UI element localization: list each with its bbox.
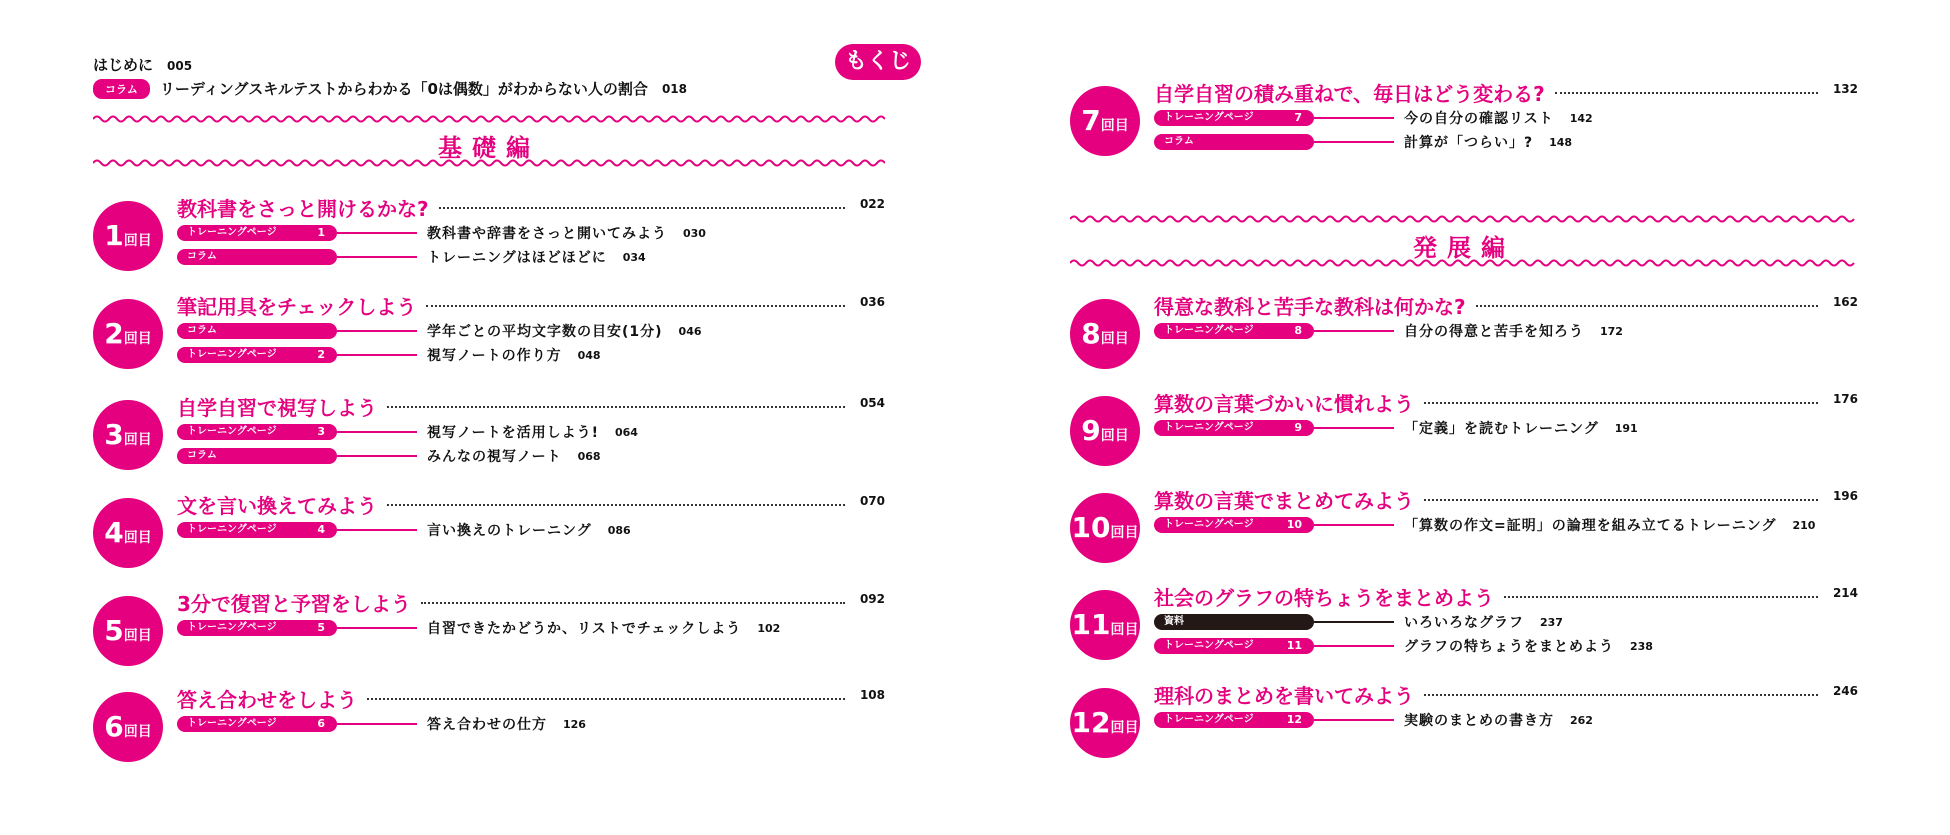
leader-line <box>337 232 417 234</box>
lesson-number: 4 <box>104 516 124 549</box>
tag-label: コラム <box>1164 136 1194 147</box>
sub-entry-title: トレーニングはほどほどに <box>427 250 607 266</box>
leader-line <box>337 354 417 356</box>
sub-entry[interactable] <box>177 714 586 734</box>
sub-entry-page: 046 <box>678 324 702 338</box>
tag-label: コラム <box>187 325 217 336</box>
sub-entry[interactable] <box>1154 132 1572 152</box>
kai-label: 回目 <box>123 628 152 644</box>
sub-entry-title: 今の自分の確認リスト <box>1404 111 1554 127</box>
sub-entry[interactable] <box>1154 321 1623 341</box>
intro-page: 005 <box>167 59 193 73</box>
leader-line <box>1314 330 1394 332</box>
column-title: リーディングスキルテストからわかる「0は偶数」がわからない人の割合 <box>159 80 648 98</box>
lesson-page-number: 246 <box>1832 684 1858 698</box>
lesson-10[interactable] <box>1070 485 1858 565</box>
lesson-8[interactable] <box>1070 291 1858 371</box>
tag-label: トレーニングページ <box>1164 325 1254 336</box>
tag-number: 7 <box>1294 111 1302 124</box>
sub-entry-title: 実験のまとめの書き方 <box>1404 713 1554 729</box>
leader-line <box>337 723 417 725</box>
leader-line <box>337 431 417 433</box>
sub-entry[interactable] <box>1154 108 1593 128</box>
sub-entry-title: 視写ノートの作り方 <box>427 348 562 364</box>
dotted-leader <box>426 305 845 307</box>
lesson-3[interactable] <box>93 392 885 472</box>
lesson-12[interactable] <box>1070 680 1858 760</box>
lesson-number-badge <box>1070 86 1140 156</box>
section-tag <box>177 249 337 265</box>
leader-line <box>337 455 417 457</box>
lesson-number-badge <box>93 201 163 271</box>
lesson-2[interactable] <box>93 291 885 371</box>
lesson-page-number: 070 <box>859 494 885 508</box>
lesson-9[interactable] <box>1070 388 1858 468</box>
leader-line <box>1314 645 1394 647</box>
lesson-number: 10 <box>1071 511 1111 544</box>
tag-number: 1 <box>317 226 325 239</box>
lesson-number: 11 <box>1071 608 1111 641</box>
lesson-number: 9 <box>1081 414 1101 447</box>
lesson-page-number: 092 <box>859 592 885 606</box>
tag-number: 9 <box>1294 421 1302 434</box>
dotted-leader <box>387 406 845 408</box>
dotted-leader <box>1424 402 1818 404</box>
sub-entry-page: 191 <box>1614 421 1638 435</box>
kai-label: 回目 <box>1100 331 1129 347</box>
sub-entry-page: 126 <box>563 717 586 731</box>
sub-entry[interactable] <box>1154 515 1815 535</box>
sub-entry-page: 148 <box>1549 135 1573 149</box>
kai-label: 回目 <box>123 724 152 740</box>
lesson-number-badge <box>93 596 163 666</box>
lesson-number-badge <box>1070 299 1140 369</box>
sub-entry[interactable] <box>177 321 702 341</box>
lesson-title[interactable]: 答え合わせをしよう <box>177 688 357 712</box>
tag-number: 8 <box>1294 324 1302 337</box>
section-tag <box>177 620 337 636</box>
lesson-page-number: 036 <box>859 295 885 309</box>
leader-line <box>337 529 417 531</box>
kai-label: 回目 <box>123 233 152 249</box>
section-tag <box>177 225 337 241</box>
tag-label: トレーニングページ <box>187 426 277 437</box>
kai-label: 回目 <box>123 331 152 347</box>
sub-entry-page: 210 <box>1792 518 1816 532</box>
sub-entry-title: 学年ごとの平均文字数の目安(1分) <box>427 324 663 340</box>
lesson-title[interactable]: 文を言い換えてみよう <box>177 494 377 518</box>
kai-label: 回目 <box>1110 622 1139 638</box>
section-tag <box>177 347 337 363</box>
wave-divider <box>93 114 885 124</box>
kai-label: 回目 <box>1110 525 1139 541</box>
sub-entry[interactable] <box>177 618 780 638</box>
lesson-title[interactable]: 得意な教科と苦手な教科は何かな? <box>1154 295 1466 319</box>
lesson-number: 7 <box>1081 104 1101 137</box>
lesson-page-number: 176 <box>1832 392 1858 406</box>
tag-number: 2 <box>317 348 325 361</box>
dotted-leader <box>1504 596 1818 598</box>
sub-entry-page: 034 <box>622 250 646 264</box>
tag-label: トレーニングページ <box>187 227 277 238</box>
sub-entry-page: 142 <box>1569 111 1593 125</box>
dotted-leader <box>387 504 845 506</box>
lesson-6[interactable] <box>93 684 885 764</box>
lesson-number-badge <box>1070 590 1140 660</box>
lesson-page-number: 054 <box>859 396 885 410</box>
sub-entry-page: 030 <box>683 226 706 240</box>
leader-line <box>1314 141 1394 143</box>
kai-label: 回目 <box>1100 428 1129 444</box>
section-tag <box>1154 517 1314 533</box>
sub-entry[interactable] <box>177 345 601 365</box>
mokuji-badge: もくじ <box>835 44 921 80</box>
lesson-title[interactable]: 算数の言葉づかいに慣れよう <box>1154 392 1414 416</box>
section-tag <box>1154 110 1314 126</box>
reference-tag <box>1154 614 1314 630</box>
lesson-number-badge <box>93 299 163 369</box>
sub-entry-title: 「定義」を読むトレーニング <box>1404 421 1599 437</box>
tag-number: 4 <box>317 523 325 536</box>
section-title-basic: 基礎編 <box>438 134 540 162</box>
sub-entry[interactable] <box>177 520 631 540</box>
lesson-number-badge <box>1070 688 1140 758</box>
sub-entry-title: 教科書や辞書をさっと開いてみよう <box>427 226 667 242</box>
lesson-number-badge <box>1070 493 1140 563</box>
tag-label: トレーニングページ <box>187 622 277 633</box>
sub-entry-page: 068 <box>577 449 601 463</box>
leader-line <box>1314 719 1394 721</box>
section-tag <box>177 424 337 440</box>
section-tag <box>1154 134 1314 150</box>
lesson-number: 6 <box>104 710 124 743</box>
lesson-7[interactable] <box>1070 78 1858 158</box>
lesson-title[interactable]: 自学自習の積み重ねで、毎日はどう変わる? <box>1154 82 1545 106</box>
leader-line <box>337 330 417 332</box>
sub-entry-page: 048 <box>577 348 601 362</box>
leader-line <box>337 256 417 258</box>
dotted-leader <box>1424 499 1818 501</box>
lesson-page-number: 132 <box>1832 82 1858 96</box>
sub-entry-title: 「算数の作文=証明」の論理を組み立てるトレーニング <box>1404 518 1777 534</box>
sub-entry-title: 視写ノートを活用しよう! <box>427 425 599 441</box>
sub-entry-title: みんなの視写ノート <box>427 449 562 465</box>
tag-label: トレーニングページ <box>1164 519 1254 530</box>
lesson-number: 8 <box>1081 317 1101 350</box>
section-tag <box>1154 323 1314 339</box>
lesson-page-number: 108 <box>859 688 885 702</box>
sub-entry[interactable] <box>1154 710 1593 730</box>
sub-entry[interactable] <box>1154 636 1653 656</box>
tag-label: トレーニングページ <box>1164 640 1254 651</box>
sub-entry[interactable] <box>177 223 706 243</box>
top-column-line[interactable] <box>93 78 687 99</box>
sub-entry-page: 172 <box>1600 324 1623 338</box>
tag-label: コラム <box>187 450 217 461</box>
sub-entry[interactable] <box>177 446 601 466</box>
sub-entry-title: 計算が「つらい」? <box>1404 135 1534 151</box>
tag-label: トレーニングページ <box>187 718 277 729</box>
leader-line <box>1314 117 1394 119</box>
leader-line <box>337 627 417 629</box>
lesson-title[interactable]: 理科のまとめを書いてみよう <box>1154 684 1414 708</box>
tag-number: 3 <box>317 425 325 438</box>
lesson-page-number: 162 <box>1832 295 1858 309</box>
section-tag <box>177 448 337 464</box>
leader-line <box>1314 621 1394 623</box>
tag-label: トレーニングページ <box>1164 422 1254 433</box>
lesson-title[interactable]: 教科書をさっと開けるかな? <box>177 197 429 221</box>
lesson-number-badge <box>93 498 163 568</box>
kai-label: 回目 <box>1100 118 1129 134</box>
sub-entry-title: 自分の得意と苦手を知ろう <box>1404 324 1584 340</box>
sub-entry-page: 237 <box>1540 615 1563 629</box>
tag-number: 11 <box>1286 639 1302 652</box>
column-badge: コラム <box>93 79 150 99</box>
lesson-number: 2 <box>104 317 124 350</box>
intro-label: はじめに <box>93 56 154 74</box>
lesson-page-number: 196 <box>1832 489 1858 503</box>
lesson-title[interactable]: 社会のグラフの特ちょうをまとめよう <box>1154 586 1494 610</box>
lesson-number: 12 <box>1071 706 1111 739</box>
sub-entry-page: 262 <box>1570 713 1593 727</box>
lesson-1[interactable] <box>93 193 885 273</box>
sub-entry-page: 064 <box>614 425 638 439</box>
tag-label: トレーニングページ <box>1164 714 1254 725</box>
lesson-4[interactable] <box>93 490 885 570</box>
sub-entry[interactable] <box>1154 612 1563 632</box>
lesson-title[interactable]: 自学自習で視写しよう <box>177 396 377 420</box>
tag-label: 資料 <box>1164 616 1184 627</box>
lesson-page-number: 214 <box>1832 586 1858 600</box>
leader-line <box>1314 524 1394 526</box>
intro-line[interactable] <box>93 54 192 75</box>
tag-label: トレーニングページ <box>1164 112 1254 123</box>
kai-label: 回目 <box>1110 720 1139 736</box>
dotted-leader <box>367 698 845 700</box>
section-tag <box>1154 420 1314 436</box>
sub-entry-title: グラフの特ちょうをまとめよう <box>1404 639 1614 655</box>
tag-label: コラム <box>187 251 217 262</box>
dotted-leader <box>1476 305 1818 307</box>
wave-divider <box>1070 258 1858 268</box>
column-page: 018 <box>661 82 687 96</box>
dotted-leader <box>421 602 845 604</box>
tag-number: 12 <box>1286 713 1302 726</box>
tag-number: 6 <box>317 717 325 730</box>
lesson-page-number: 022 <box>859 197 885 211</box>
lesson-5[interactable] <box>93 588 885 668</box>
sub-entry-title: 自習できたかどうか、リストでチェックしよう <box>427 621 742 637</box>
sub-entry-title: いろいろなグラフ <box>1404 615 1524 631</box>
tag-label: トレーニングページ <box>187 349 277 360</box>
tag-number: 10 <box>1286 518 1302 531</box>
wave-divider <box>1070 214 1858 224</box>
section-tag <box>1154 638 1314 654</box>
lesson-number: 1 <box>104 219 124 252</box>
section-title-advanced: 発展編 <box>1413 234 1515 262</box>
tag-number: 5 <box>317 621 325 634</box>
lesson-title[interactable]: 3分で復習と予習をしよう <box>177 592 411 616</box>
section-tag <box>177 716 337 732</box>
section-tag <box>177 522 337 538</box>
lesson-number: 3 <box>104 418 124 451</box>
sub-entry[interactable] <box>177 247 646 267</box>
sub-entry-title: 答え合わせの仕方 <box>427 717 547 733</box>
lesson-11[interactable] <box>1070 582 1858 662</box>
lesson-number: 5 <box>104 614 124 647</box>
dotted-leader <box>1424 694 1818 696</box>
dotted-leader <box>439 207 845 209</box>
lesson-number-badge <box>93 692 163 762</box>
dotted-leader <box>1555 92 1818 94</box>
lesson-number-badge <box>1070 396 1140 466</box>
lesson-title[interactable]: 筆記用具をチェックしよう <box>177 295 417 319</box>
section-tag <box>177 323 337 339</box>
lesson-title[interactable]: 算数の言葉でまとめてみよう <box>1154 489 1414 513</box>
wave-divider <box>93 158 885 168</box>
tag-label: トレーニングページ <box>187 524 277 535</box>
sub-entry-page: 102 <box>757 621 781 635</box>
sub-entry-page: 238 <box>1630 639 1653 653</box>
leader-line <box>1314 427 1394 429</box>
sub-entry[interactable] <box>177 422 638 442</box>
sub-entry-title: 言い換えのトレーニング <box>427 523 592 539</box>
section-tag <box>1154 712 1314 728</box>
kai-label: 回目 <box>123 530 152 546</box>
kai-label: 回目 <box>123 432 152 448</box>
sub-entry-page: 086 <box>607 523 631 537</box>
sub-entry[interactable] <box>1154 418 1638 438</box>
lesson-number-badge <box>93 400 163 470</box>
